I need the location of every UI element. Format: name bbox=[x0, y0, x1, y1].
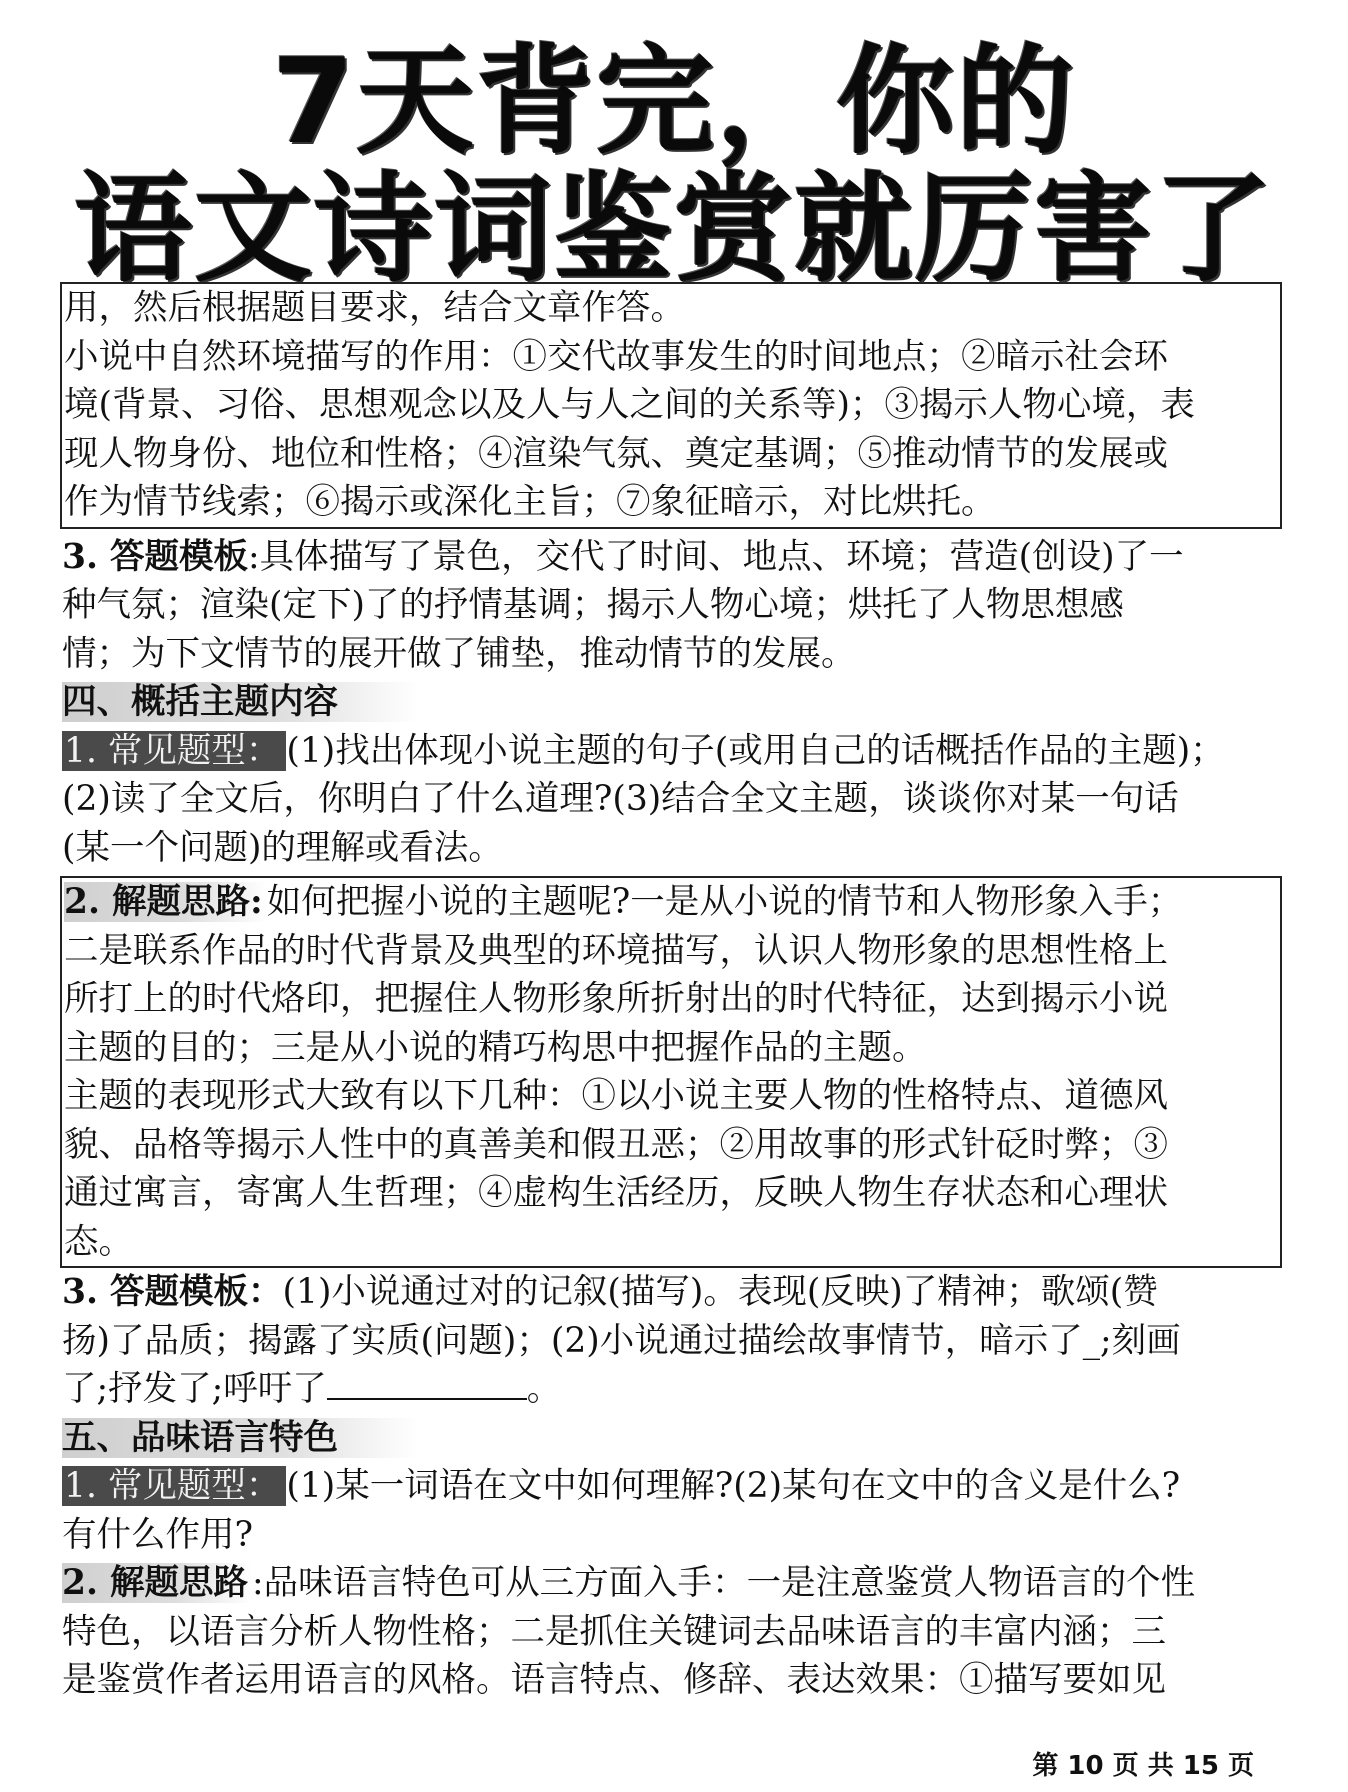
fill-in-blank bbox=[327, 1368, 527, 1400]
q5-solving-approach-line-3: 是鉴赏作者运用语言的风格。语言特点、修辞、表达效果：①描写要如见 bbox=[62, 1660, 1166, 1700]
q4-answer-template-line-3: 了;抒发了;呼吁了 。 bbox=[62, 1369, 562, 1409]
solving-approach-box bbox=[60, 876, 1282, 1268]
q5-common-types-line-1: 1. 常见题型： (1)某一词语在文中如何理解?(2)某句在文中的含义是什么? bbox=[64, 1466, 1181, 1506]
box2-line-4: 主题的目的；三是从小说的精巧构思中把握作品的主题。 bbox=[64, 1027, 927, 1068]
document-body bbox=[62, 282, 1282, 1705]
q4-common-types-line-3: (某一个问题)的理解或看法。 bbox=[62, 827, 503, 868]
q4-answer-template-line-1: 3. 答题模板：(1)小说通过对的记叙(描写)。表现(反映)了精神；歌颂(赞 bbox=[62, 1272, 1158, 1312]
answer-template-3-line-3: 情；为下文情节的展开做了铺垫，推动情节的发展。 bbox=[62, 633, 856, 674]
q4-answer-template-line-2: 扬)了品质；揭露了实质(问题)；(2)小说通过描绘故事情节，暗示了_;刻画 bbox=[62, 1320, 1181, 1361]
box2-line-8: 态。 bbox=[64, 1221, 133, 1262]
box1-line-2: 小说中自然环境描写的作用：①交代故事发生的时间地点；②暗示社会环 bbox=[64, 336, 1168, 377]
box2-line-3: 所打上的时代烙印，把握住人物形象所折射出的时代特征，达到揭示小说 bbox=[64, 979, 1168, 1019]
common-types-label: 1. 常见题型： bbox=[62, 731, 286, 771]
common-types-label-2: 1. 常见题型： bbox=[62, 1466, 286, 1506]
box2-line-6: 貌、品格等揭示人性中的真善美和假丑恶；②用故事的形式针砭时弊；③ bbox=[64, 1124, 1168, 1165]
box2-line-1: 2. 解题思路: 如何把握小说的主题呢?一是从小说的情节和人物形象入手； bbox=[64, 882, 1183, 922]
q5-solving-approach-line-2: 特色，以语言分析人物性格；二是抓住关键词去品味语言的丰富内涵；三 bbox=[62, 1611, 1166, 1652]
box2-line-2: 二是联系作品的时代背景及典型的环境描写，认识人物形象的思想性格上 bbox=[64, 930, 1168, 971]
box2-line-7: 通过寓言，寄寓人生哲理；④虚构生活经历，反映人物生存状态和心理状 bbox=[64, 1173, 1168, 1213]
page-title-line-1: 7天背完，你的 bbox=[271, 32, 1077, 170]
section-heading-5: 五、品味语言特色 bbox=[62, 1414, 1282, 1463]
answer-template-3-line-2: 种气氛；渲染(定下)了的抒情基调；揭示人物心境；烘托了人物思想感 bbox=[62, 585, 1124, 625]
answer-template-label: 3. 答题模板 bbox=[62, 536, 249, 577]
q4-common-types-line-1: 1. 常见题型： (1)找出体现小说主题的句子(或用自己的话概括作品的主题)； bbox=[64, 730, 1225, 771]
q5-solving-approach-line-1: 2. 解题思路 :品味语言特色可从三方面入手：一是注意鉴赏人物语言的个性 bbox=[62, 1563, 1196, 1603]
page-title-line-2: 语文诗词鉴赏就厉害了 bbox=[73, 160, 1274, 298]
box1-line-4: 现人物身份、地位和性格；④渲染气氛、奠定基调；⑤推动情节的发展或 bbox=[64, 433, 1168, 474]
box1-line-1: 用，然后根据题目要求，结合文章作答。 bbox=[64, 288, 685, 328]
environment-description-box bbox=[60, 282, 1282, 529]
answer-template-3-line-1: 3. 答题模板:具体描写了景色，交代了时间、地点、环境；营造(创设)了一 bbox=[62, 536, 1184, 577]
q4-common-types-line-2: (2)读了全文后，你明白了什么道理?(3)结合全文主题，谈谈你对某一句话 bbox=[62, 779, 1179, 819]
solving-approach-label-2: 2. 解题思路 bbox=[62, 1563, 252, 1603]
page-number: 第 10 页 共 15 页 bbox=[1032, 1751, 1254, 1781]
q5-common-types-line-2: 有什么作用? bbox=[62, 1514, 253, 1555]
solving-approach-label: 2. 解题思路: bbox=[64, 882, 267, 922]
box2-line-5: 主题的表现形式大致有以下几种：①以小说主要人物的性格特点、道德风 bbox=[64, 1076, 1168, 1116]
box1-line-3: 境(背景、习俗、思想观念以及人与人之间的关系等)；③揭示人物心境，表 bbox=[64, 385, 1195, 425]
box1-line-5: 作为情节线索；⑥揭示或深化主旨；⑦象征暗示，对比烘托。 bbox=[64, 482, 996, 522]
answer-template-label-2: 3. 答题模板： bbox=[62, 1272, 283, 1312]
section-heading-4: 四、概括主题内容 bbox=[62, 678, 1282, 727]
